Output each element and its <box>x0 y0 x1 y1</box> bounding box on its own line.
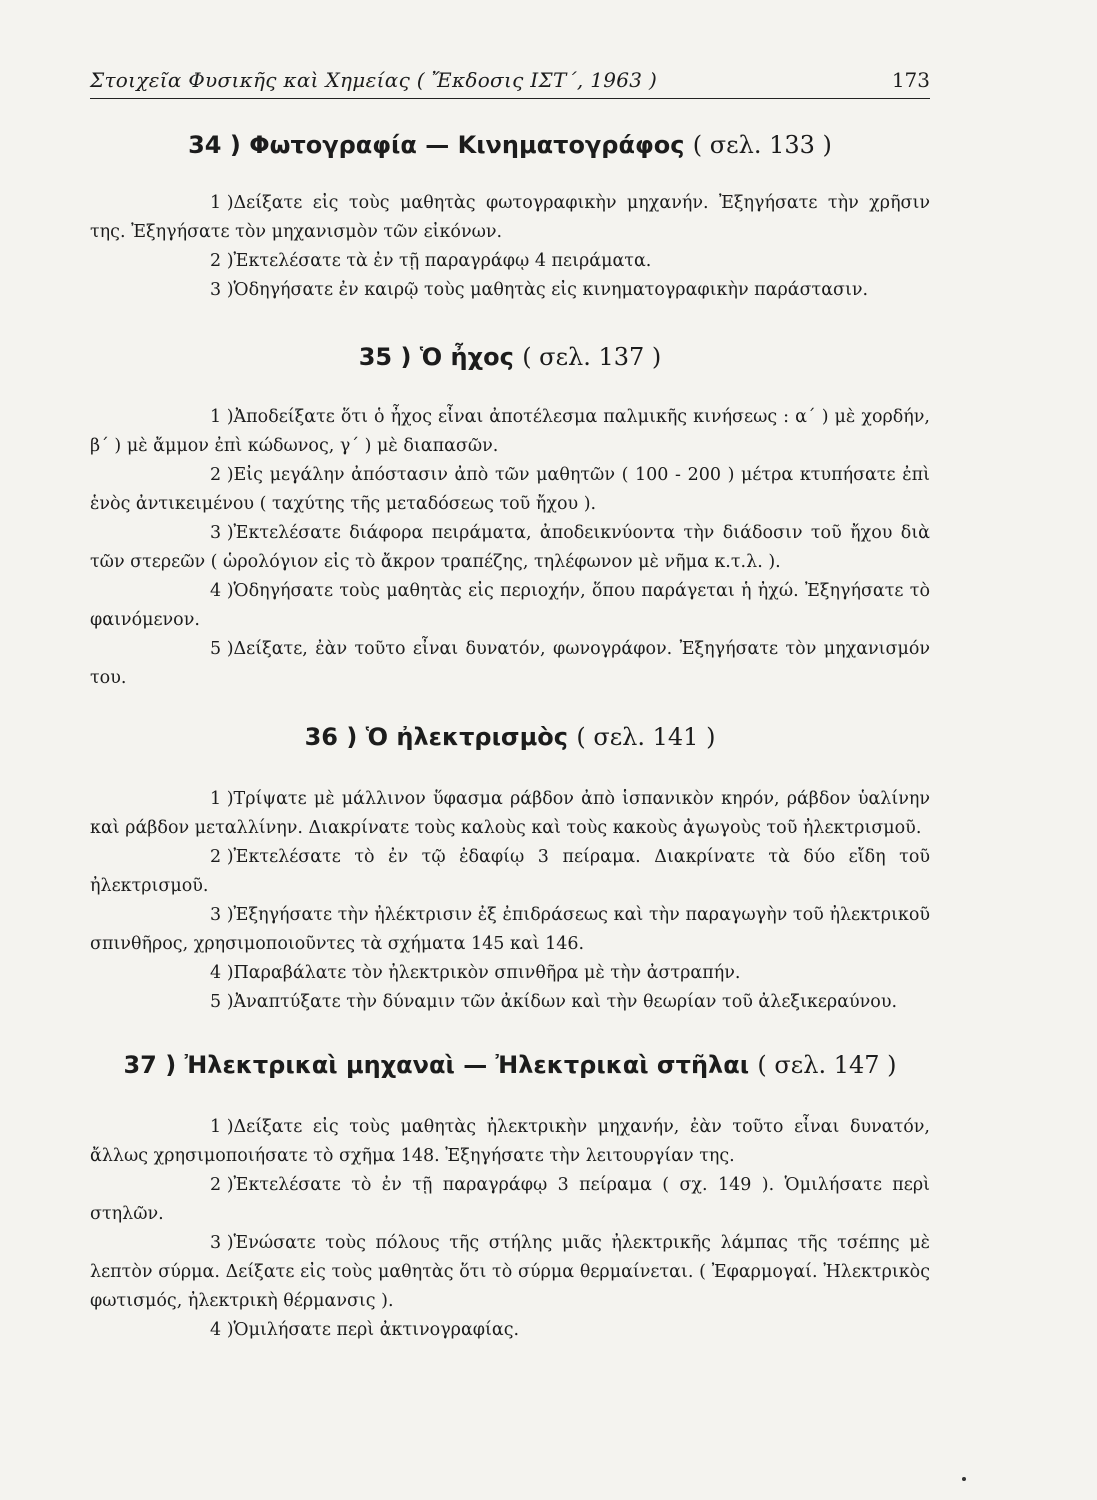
list-item: 3 )Ἐκτελέσατε διάφορα πειράματα, ἀποδεικνύοντα τὴν διάδοσιν τοῦ ἤχου διὰ τῶν στερεῶν ( ὡρολόγιον εἰς τὸ ἄκρον τραπέζης, τηλέφωνον μὲ νῆμα κ.τ.λ. ). <box>90 523 930 572</box>
section-heading: 37 ) Ἠλεκτρικαὶ μηχαναὶ — Ἠλεκτρικαὶ στῆλαι ( σελ. 147 ) <box>123 1051 897 1079</box>
list-item: 2 )Ἐκτελέσατε τὸ ἐν τῷ ἐδαφίῳ 3 πείραμα. Διακρίνατε τὰ δύο εἴδη τοῦ ἠλεκτρισμοῦ. <box>90 847 930 896</box>
page <box>90 68 930 1345</box>
print-speck <box>962 1477 966 1481</box>
list-item: 1 )Δείξατε εἰς τοὺς μαθητὰς ἠλεκτρικὴν μηχανήν, ἐὰν τοῦτο εἶναι δυνατόν, ἄλλως χρησιμοποιήσατε τὸ σχῆμα 148. Ἐξηγήσατε τὴν λειτουργίαν της. <box>90 1117 930 1166</box>
list-item: 2 )Ἐκτελέσατε τὸ ἐν τῇ παραγράφῳ 3 πείραμα ( σχ. 149 ). Ὁμιλήσατε περὶ στηλῶν. <box>90 1175 930 1224</box>
list-item: 4 )Ὁμιλήσατε περὶ ἀκτινογραφίας. <box>210 1320 520 1340</box>
list-item: 1 )Ἀποδείξατε ὅτι ὁ ἦχος εἶναι ἀποτέλεσμα παλμικῆς κινήσεως : α΄ ) μὲ χορδήν, β΄ ) μὲ ἄμμον ἐπὶ κώδωνος, γ΄ ) μὲ διαπασῶν. <box>90 407 930 456</box>
page-number: 173 <box>891 68 930 92</box>
list-item: 5 )Δείξατε, ἐὰν τοῦτο εἶναι δυνατόν, φωνογράφον. Ἐξηγήσατε τὸν μηχανισμόν του. <box>90 639 930 688</box>
list-item: 4 )Παραβάλατε τὸν ἠλεκτρικὸν σπινθῆρα μὲ τὴν ἀστραπήν. <box>210 963 741 983</box>
list-item: 2 )Ἐκτελέσατε τὰ ἐν τῇ παραγράφῳ 4 πειράματα. <box>210 251 652 271</box>
list-item: 3 )Ἐξηγήσατε τὴν ἠλέκτρισιν ἐξ ἐπιδράσεως καὶ τὴν παραγωγὴν τοῦ ἠλεκτρικοῦ σπινθῆρος, χρησιμοποιοῦντες τὰ σχήματα 145 καὶ 146. <box>90 905 930 954</box>
running-header <box>90 68 930 99</box>
section-35 <box>90 343 930 693</box>
list-item: 3 )Ἑνώσατε τοὺς πόλους τῆς στήλης μιᾶς ἠλεκτρικῆς λάμπας τῆς τσέπης μὲ λεπτὸν σύρμα. Δείξατε εἰς τοὺς μαθητὰς ὅτι τὸ σύρμα θερμαίνεται. ( Ἐφαρμογαί. Ἠλεκτρικὸς φωτισμός, ἠλεκτρικὴ θέρμανσις ). <box>90 1233 930 1311</box>
list-item: 1 )Τρίψατε μὲ μάλλινον ὕφασμα ράβδον ἀπὸ ἱσπανικὸν κηρόν, ράβδον ὑαλίνην καὶ ράβδον μεταλλίνην. Διακρίνατε τοὺς καλοὺς καὶ τοὺς κακοὺς ἀγωγοὺς τοῦ ἠλεκτρισμοῦ. <box>90 789 930 838</box>
section-heading: 35 ) Ὁ ἦχος ( σελ. 137 ) <box>358 343 662 371</box>
section-heading: 34 ) Φωτογραφία — Κινηματογράφος ( σελ. 133 ) <box>188 131 832 159</box>
section-heading: 36 ) Ὁ ἠλεκτρισμὸς ( σελ. 141 ) <box>304 723 716 751</box>
section-36 <box>90 723 930 1017</box>
list-item: 5 )Ἀναπτύξατε τὴν δύναμιν τῶν ἀκίδων καὶ τὴν θεωρίαν τοῦ ἀλεξικεραύνου. <box>210 992 898 1012</box>
list-item: 1 )Δείξατε εἰς τοὺς μαθητὰς φωτογραφικὴν μηχανήν. Ἐξηγήσατε τὴν χρῆσιν της. Ἐξηγήσατε τὸν μηχανισμὸν τῶν εἰκόνων. <box>90 193 930 242</box>
book-title: Στοιχεῖα Φυσικῆς καὶ Χημείας ( Ἔκδοσις ΙΣΤ΄, 1963 ) <box>90 68 658 92</box>
list-item: 4 )Ὁδηγήσατε τοὺς μαθητὰς εἰς περιοχήν, ὅπου παράγεται ἡ ἠχώ. Ἐξηγήσατε τὸ φαινόμενον. <box>90 581 930 630</box>
section-37 <box>90 1051 930 1345</box>
list-item: 3 )Ὁδηγήσατε ἐν καιρῷ τοὺς μαθητὰς εἰς κινηματογραφικὴν παράστασιν. <box>210 280 869 300</box>
section-34 <box>90 131 930 305</box>
list-item: 2 )Εἰς μεγάλην ἀπόστασιν ἀπὸ τῶν μαθητῶν ( 100 - 200 ) μέτρα κτυπήσατε ἐπὶ ἑνὸς ἀντικειμένου ( ταχύτης τῆς μεταδόσεως τοῦ ἤχου ). <box>90 465 930 514</box>
